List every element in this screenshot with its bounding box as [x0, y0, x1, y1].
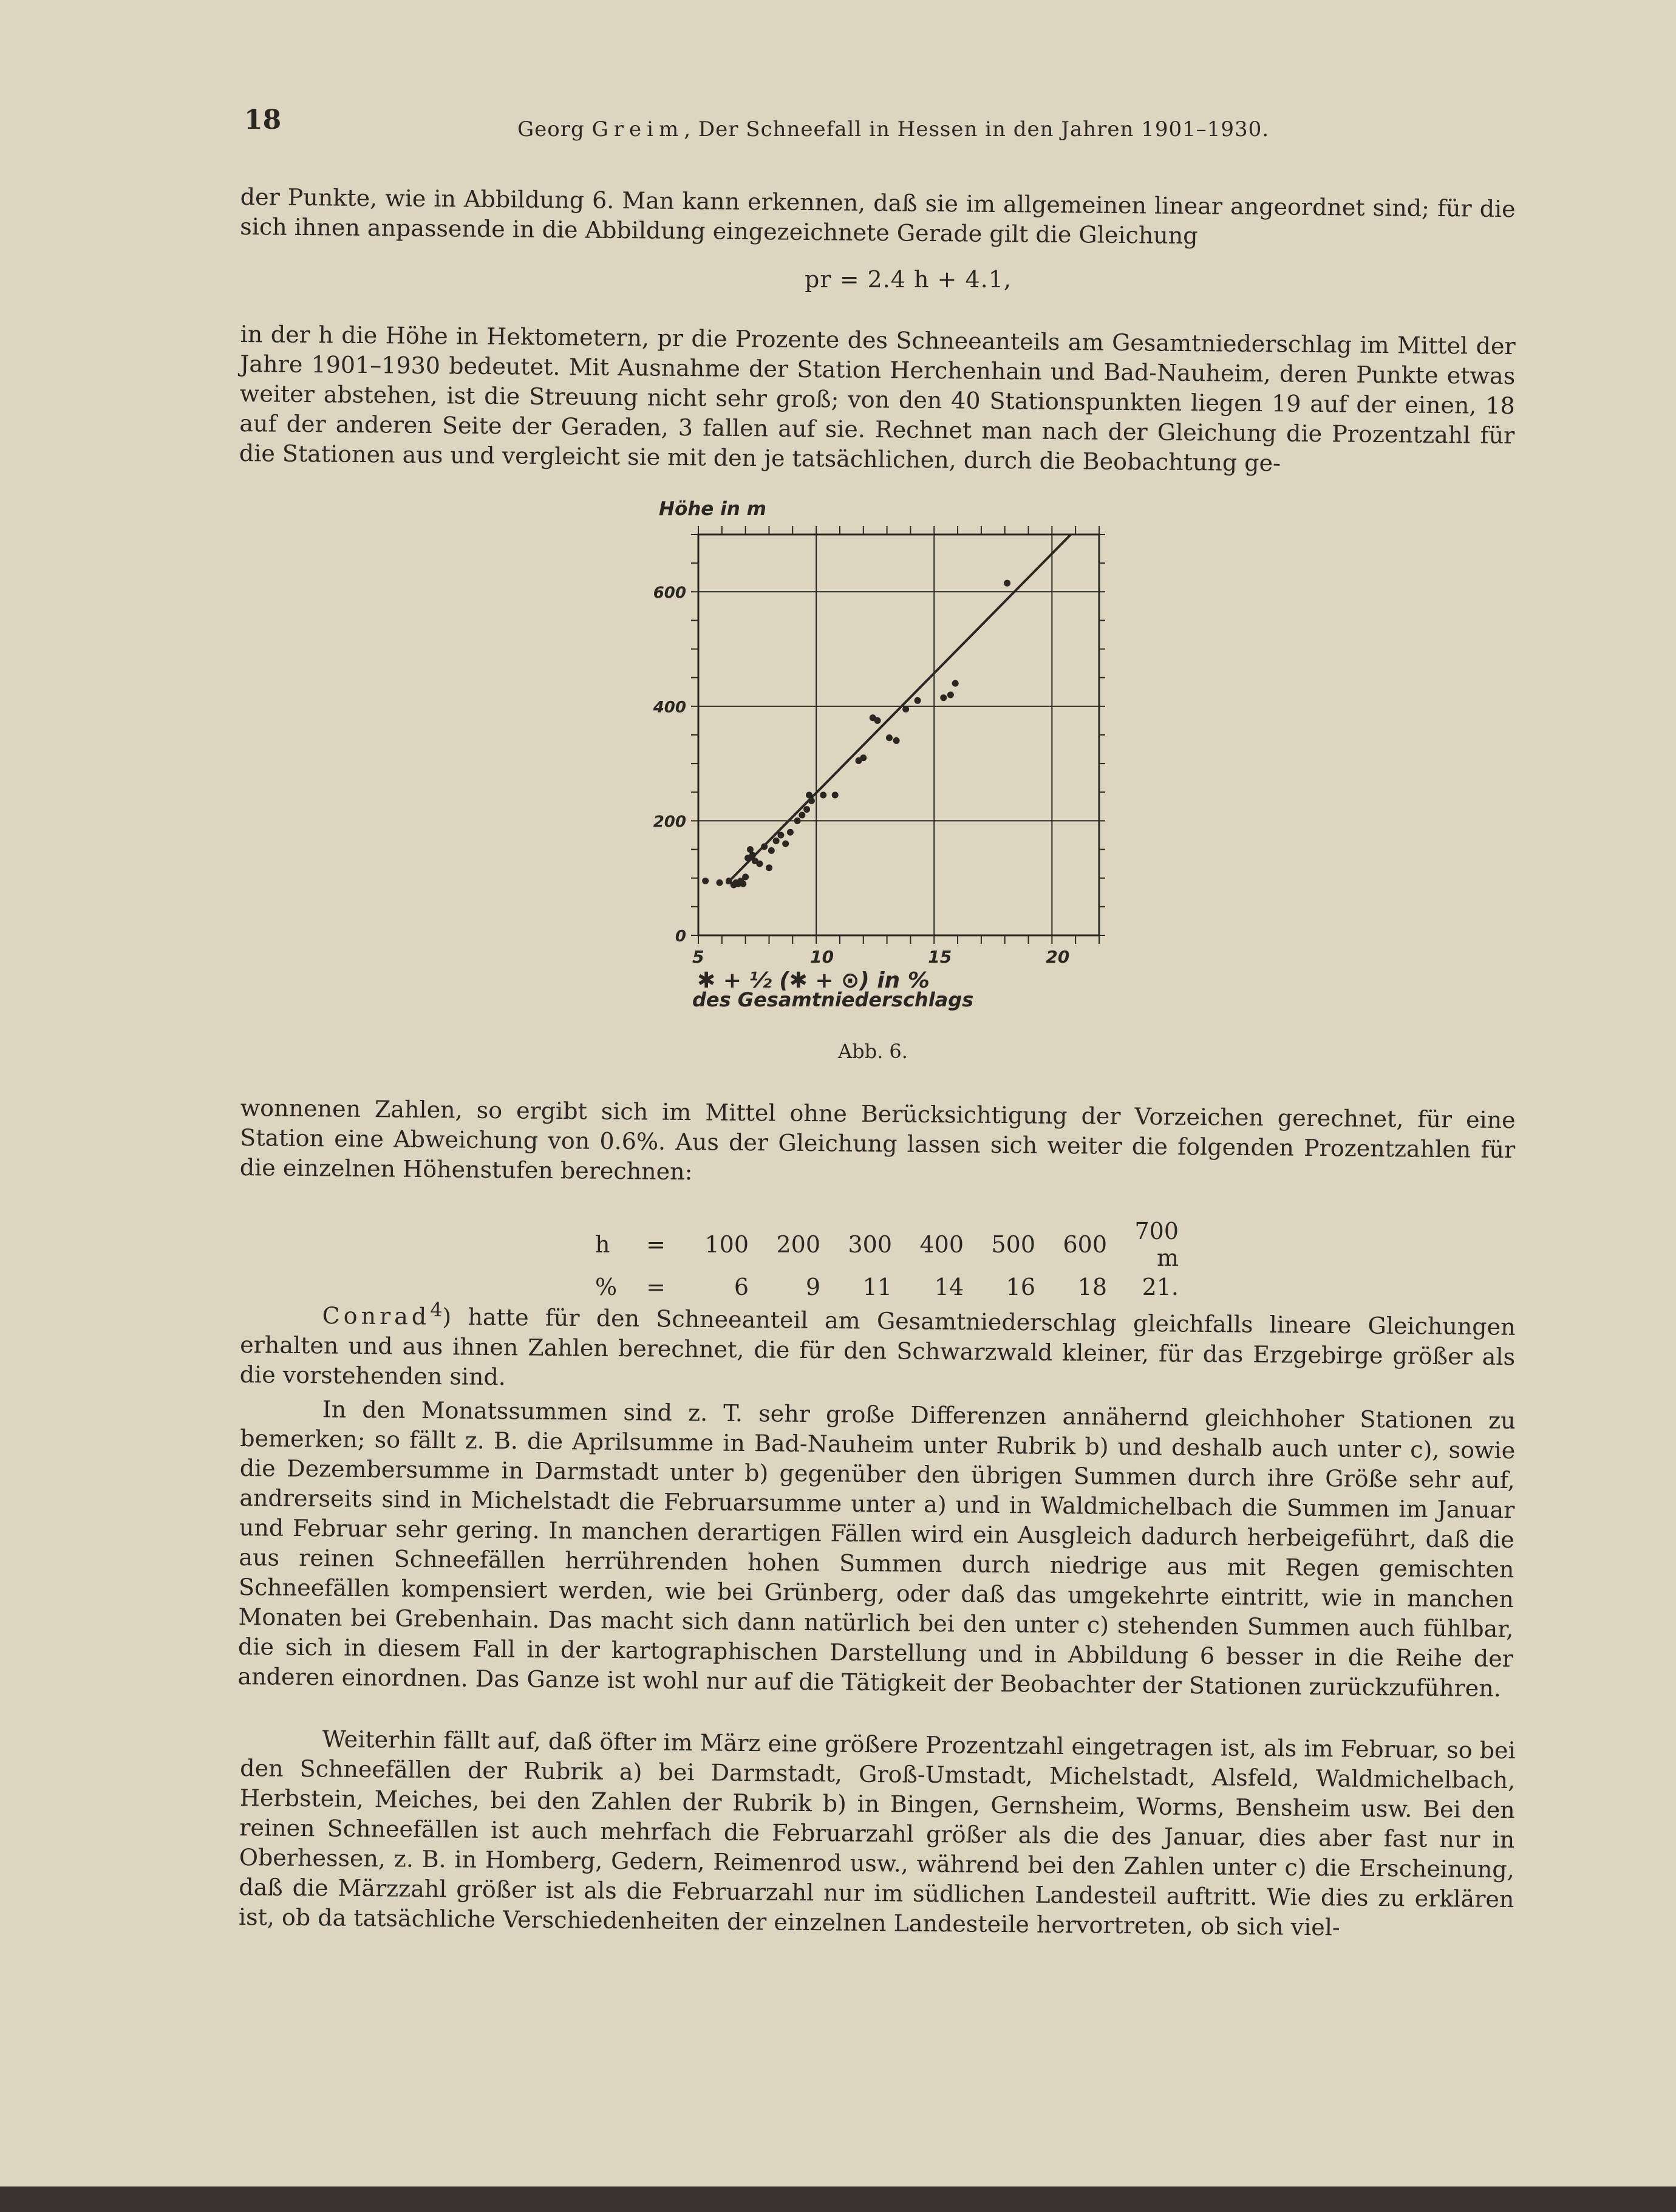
table-cell: 16 — [1006, 1274, 1035, 1300]
table-cell: 6 — [734, 1274, 749, 1300]
table-row-h — [595, 1217, 1179, 1272]
table-cell: 14 — [934, 1274, 964, 1300]
table-cell: 21. — [1142, 1274, 1179, 1300]
table-row-pct — [595, 1272, 1179, 1302]
table-eq-sign: = — [646, 1231, 666, 1258]
title-prefix: Georg — [517, 117, 585, 142]
data-point — [940, 694, 947, 701]
table-cell: 500 — [991, 1231, 1035, 1258]
data-point — [893, 737, 900, 744]
paragraph-3: wonnenen Zahlen, so ergibt sich im Mittel ohne Berücksichtigung der Vorzeichen gerechnet, für eine Station eine Abweichung von 0.6%. Aus der Gleichung lassen sich weiter die folgenden Prozentzahlen für die einzelnen Höhenstufen berechnen: — [239, 1094, 1516, 1186]
paragraph-4-text: ) hatte für den Schneeanteil am Gesamtniederschlag gleichfalls lineare Gleichungen erhalten und aus ihnen Zahlen berechnet, die für den Schwarzwald kleiner, für das Erzgebirge größer als die vorstehenden sind. — [239, 1303, 1516, 1390]
chart-labels — [653, 584, 1070, 967]
table-cell: 700 m — [1134, 1218, 1179, 1271]
table-cell: 100 — [704, 1231, 749, 1258]
y-tick-label: 600 — [653, 584, 686, 602]
data-point — [768, 847, 775, 854]
table-cell: 200 — [776, 1231, 820, 1258]
table-row-label: h — [595, 1231, 610, 1258]
footnote-ref: 4 — [430, 1299, 443, 1322]
paragraph-5: In den Monatssummen sind z. T. sehr große Differenzen annähernd gleichhoher Stationen zu bemerken; so fällt z. B. die Aprilsumme in Bad-Nauheim unter Rubrik b) und deshalb auch unter c), sowie die Dezembersumme in Darmstadt unter b) gegenüber den übrigen Summen durch ihre Größe sehr auf, andrerseits sind in Michelstadt die Februarsumme unter a) und in Waldmichelbach die Summen im Januar und Februar sehr gering. In manchen derartigen Fällen wird ein Ausgleich dadurch herbeigeführt, daß die aus reinen Schneefällen herrührenden hohen Summen durch niedrige aus mit Regen gemischten Schneefällen kompensiert werden, wie bei Grünberg, oder daß das umgekehrte eintritt, wie in manchen Monaten bei Grebenhain. Das macht sich dann natürlich bei den unter c) stehenden Summen auch fühlbar, die sich in diesem Fall in der kartographischen Darstellung und in Abbildung 6 besser in die Reihe der anderen einordnen. Das Ganze ist wohl nur auf die Tätigkeit der Beobachter der Stationen zurückzuführen. — [237, 1396, 1516, 1702]
data-point — [820, 792, 826, 799]
data-point — [740, 881, 746, 887]
author-conrad: Conrad — [322, 1302, 431, 1330]
paragraph-1: der Punkte, wie in Abbildung 6. Man kann erkennen, daß sie im allgemeinen linear angeordnet sind; für die sich ihnen anpassende in die Abbildung eingezeichnete Gerade gilt die Gleichung — [240, 183, 1516, 250]
equation: pr = 2.4 h + 4.1, — [805, 266, 1012, 293]
data-point — [886, 734, 893, 741]
chart-fit-line — [727, 534, 1071, 884]
data-point — [756, 861, 763, 867]
paragraph-2: in der h die Höhe in Hektometern, pr die Prozente des Schneeanteils am Gesamtniederschlag im Mittel der Jahre 1901–1930 bedeutet. Mit Ausnahme der Station Herchenhain und Bad-Nauheim, deren Punkte etwas weiter abstehen, ist die Streuung nicht sehr groß; von den 40 Stationspunkten liegen 19 auf der einen, 18 auf der anderen Seite der Geraden, 3 fallen auf sie. Rechnet man nach der Gleichung die Prozentzahl für die Stationen aus und vergleicht sie mit den je tatsächlichen, durch die Beobachtung ge- — [239, 320, 1516, 477]
regression-line — [727, 534, 1071, 884]
table-cell: 300 — [848, 1231, 892, 1258]
y-tick-label: 200 — [653, 813, 686, 831]
figure-caption: Abb. 6. — [838, 1040, 908, 1063]
x-axis-label-line-1: ✱ + ½ (✱ + ⊙) in % — [697, 968, 930, 993]
data-point — [860, 754, 867, 761]
y-tick-label: 0 — [675, 927, 686, 946]
title-rest: , Der Schneefall in Hessen in den Jahren 1901–1930. — [684, 117, 1270, 142]
table-cell: 11 — [862, 1274, 892, 1300]
chart-points — [702, 580, 1010, 889]
page-number: 18 — [244, 104, 282, 135]
paragraph-6: Weiterhin fällt auf, daß öfter im März eine größere Prozentzahl eingetragen ist, als im Februar, so bei den Schneefällen der Rubrik a) bei Darmstadt, Groß-Umstadt, Michelstadt, Alsfeld, Waldmichelbach, Herbstein, Meiches, bei den Zahlen der Rubrik b) in Bingen, Gernsheim, Worms, Bensheim usw. Bei den reinen Schneefällen ist auch mehrfach die Februarzahl größer als die des Januar, dies aber fast nur in Oberhessen, z. B. in Homberg, Gedern, Reimenrod usw., während bei den Zahlen unter c) die Erscheinung, daß die Märzzahl größer ist als die Februarzahl nur im südlichen Landesteil auftritt. Wie dies zu erklären ist, ob da tatsächliche Verschiedenheiten der einzelnen Landesteile hervortreten, ob sich viel- — [238, 1726, 1516, 1941]
data-point — [766, 864, 772, 871]
data-point — [782, 841, 789, 847]
plot-frame — [698, 534, 1099, 935]
data-point — [874, 717, 881, 724]
table-cell: 600 — [1063, 1231, 1107, 1258]
data-point — [952, 680, 959, 687]
table-eq-sign: = — [646, 1274, 666, 1300]
data-point — [915, 697, 921, 704]
data-point — [773, 838, 780, 844]
chart-grid — [698, 534, 1099, 935]
data-point — [747, 846, 754, 853]
y-axis-label-text: Höhe in m — [659, 498, 766, 520]
title-author: Greim — [591, 117, 684, 142]
y-tick-label: 400 — [653, 698, 686, 717]
page-bottom-edge — [0, 2186, 1676, 2212]
data-point — [702, 878, 709, 884]
x-tick-label: 5 — [692, 947, 704, 967]
data-point — [803, 806, 810, 813]
x-tick-label: 15 — [928, 947, 952, 967]
data-point — [787, 829, 794, 836]
data-point — [799, 812, 805, 819]
x-tick-label: 10 — [810, 947, 834, 967]
data-point — [1004, 580, 1010, 587]
data-point — [794, 818, 801, 824]
x-tick-label: 20 — [1046, 947, 1070, 967]
data-point — [902, 706, 909, 712]
data-point — [947, 692, 954, 698]
data-point — [742, 873, 749, 880]
table-cell: 400 — [919, 1231, 964, 1258]
x-axis-label-line-2: des Gesamtniederschlags — [692, 988, 974, 1011]
chart-ticks — [691, 526, 1105, 944]
data-point — [832, 792, 839, 799]
y-axis-label — [659, 498, 766, 520]
table-cell: 9 — [805, 1274, 820, 1300]
data-point — [716, 879, 723, 886]
height-percent-table — [595, 1217, 1179, 1302]
table-row-label: % — [595, 1274, 618, 1300]
paragraph-4 — [239, 1294, 1515, 1402]
table-cell: 18 — [1077, 1274, 1107, 1300]
